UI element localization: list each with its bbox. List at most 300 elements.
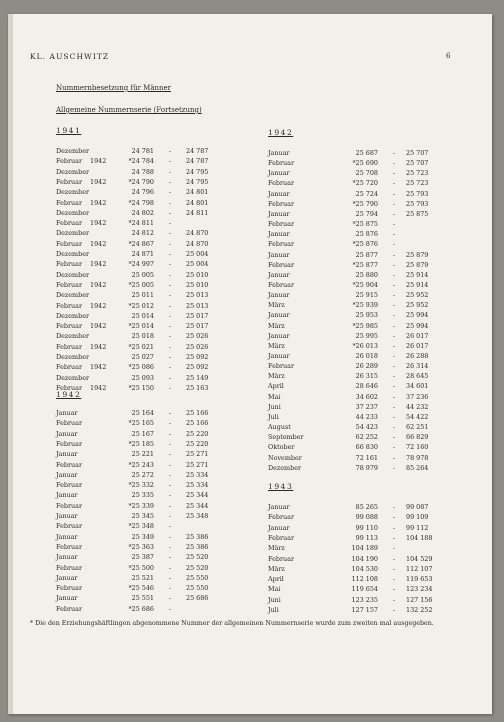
- table-row: [56, 533, 256, 543]
- range-end-cell: 25 879: [406, 260, 429, 269]
- range-end-cell: 25 386: [186, 542, 209, 551]
- range-dash-cell: -: [168, 157, 172, 166]
- range-start-cell: *25 876: [352, 240, 378, 249]
- month-cell: Dezember: [56, 229, 90, 238]
- month-cell: Februar: [56, 481, 82, 490]
- range-start-cell: 25 551: [131, 594, 154, 603]
- table-row: [56, 553, 256, 563]
- table-row: [56, 312, 256, 322]
- range-start-cell: 25 708: [355, 169, 378, 178]
- month-cell: Februar: [268, 280, 294, 289]
- binding-edge: [8, 14, 13, 714]
- month-cell: Februar: [56, 604, 82, 613]
- month-cell: Dezember: [56, 147, 90, 155]
- range-start-cell: *25 690: [352, 159, 378, 168]
- range-start-cell: 54 423: [355, 423, 378, 432]
- range-start-cell: 25 018: [131, 332, 154, 341]
- range-start-cell: 104 190: [351, 554, 378, 563]
- month-cell: Juli: [268, 412, 279, 421]
- range-start-cell: *24 997: [128, 260, 154, 269]
- month-cell: Januar: [56, 450, 78, 459]
- range-end-cell: 34 601: [406, 382, 429, 391]
- range-dash-cell: -: [392, 362, 396, 371]
- range-start-cell: 25 880: [355, 270, 378, 279]
- range-start-cell: 104 530: [351, 564, 378, 573]
- range-start-cell: *25 875: [352, 220, 378, 229]
- table-row: [268, 362, 468, 372]
- range-start-cell: 119 654: [351, 585, 378, 594]
- month-cell: Dezember: [56, 353, 90, 361]
- range-start-cell: 24 871: [131, 250, 154, 258]
- range-dash-cell: -: [392, 544, 396, 553]
- range-end-cell: 25 723: [406, 169, 429, 178]
- month-cell: April: [268, 382, 284, 391]
- range-dash-cell: -: [392, 220, 396, 229]
- month-cell: Januar: [56, 532, 78, 541]
- range-end-cell: 25 010: [186, 270, 209, 279]
- month-cell: Januar: [268, 352, 290, 360]
- range-start-cell: *25 904: [352, 280, 378, 289]
- range-dash-cell: -: [168, 460, 172, 469]
- table-row: [56, 584, 256, 594]
- range-dash-cell: -: [392, 260, 396, 269]
- month-cell: Januar: [56, 553, 78, 562]
- document-subtitle: Allgemeine Nummernserie (Fortsetzung): [56, 106, 202, 114]
- table-row: [56, 188, 256, 198]
- table-row: [268, 575, 468, 585]
- range-end-cell: 25 166: [186, 409, 209, 417]
- table-row: [56, 502, 256, 512]
- month-cell: Dezember: [56, 332, 90, 341]
- range-end-cell: 24 795: [186, 177, 209, 186]
- range-dash-cell: -: [168, 198, 172, 207]
- table-row: [268, 372, 468, 382]
- range-end-cell: 25 793: [406, 189, 429, 198]
- month-cell: Juni: [268, 402, 281, 411]
- table-row: [56, 199, 256, 209]
- range-dash-cell: -: [392, 433, 396, 442]
- range-dash-cell: -: [392, 230, 396, 239]
- range-dash-cell: -: [168, 311, 172, 320]
- range-end-cell: 26 314: [406, 362, 429, 371]
- table-row: [268, 524, 468, 534]
- range-start-cell: *25 014: [128, 322, 154, 331]
- section-heading-1942-right: 1942: [268, 128, 294, 137]
- range-dash-cell: -: [168, 229, 172, 238]
- range-dash-cell: -: [168, 301, 172, 310]
- range-end-cell: 25 013: [186, 301, 209, 310]
- range-start-cell: *25 686: [128, 604, 154, 613]
- range-dash-cell: -: [392, 513, 396, 522]
- range-start-cell: 25 521: [131, 573, 154, 582]
- range-dash-cell: -: [392, 301, 396, 310]
- table-row: [268, 464, 468, 474]
- range-end-cell: 24 870: [186, 239, 209, 248]
- range-dash-cell: -: [392, 159, 396, 168]
- range-dash-cell: -: [392, 352, 396, 360]
- month-cell: Januar: [268, 503, 290, 511]
- range-start-cell: *25 363: [128, 542, 154, 551]
- table-row: [268, 301, 468, 311]
- range-start-cell: 25 335: [131, 491, 154, 500]
- range-dash-cell: -: [392, 179, 396, 188]
- range-end-cell: 24 870: [186, 229, 209, 238]
- table-row: [268, 190, 468, 200]
- range-end-cell: 25 914: [406, 280, 429, 289]
- range-end-cell: 127 156: [406, 595, 433, 604]
- range-start-cell: 62 252: [355, 433, 378, 442]
- range-end-cell: 25 271: [186, 450, 209, 459]
- range-end-cell: 24 787: [186, 157, 209, 166]
- range-end-cell: 25 220: [186, 439, 209, 448]
- range-start-cell: 66 830: [355, 443, 378, 452]
- range-start-cell: *25 165: [128, 419, 154, 428]
- range-start-cell: 78 979: [355, 463, 378, 472]
- month-cell: Januar: [268, 169, 290, 178]
- range-start-cell: 25 011: [131, 291, 154, 300]
- range-dash-cell: -: [168, 353, 172, 361]
- table-row: [56, 260, 256, 270]
- range-dash-cell: -: [392, 575, 396, 584]
- range-dash-cell: -: [168, 481, 172, 490]
- range-end-cell: 25 149: [186, 373, 209, 382]
- table-row: [56, 271, 256, 281]
- range-dash-cell: -: [168, 383, 172, 392]
- range-end-cell: 25 344: [186, 501, 209, 510]
- month-cell: März: [268, 544, 285, 553]
- table-row: [56, 209, 256, 219]
- month-cell: Dezember: [56, 208, 90, 217]
- range-dash-cell: -: [168, 167, 172, 176]
- table-row: [268, 332, 468, 342]
- range-dash-cell: -: [392, 533, 396, 542]
- range-dash-cell: -: [392, 412, 396, 421]
- range-dash-cell: -: [168, 573, 172, 582]
- month-cell: Februar: [268, 240, 294, 249]
- month-cell: Januar: [268, 523, 290, 532]
- range-dash-cell: -: [392, 503, 396, 511]
- range-start-cell: 34 602: [355, 392, 378, 401]
- month-cell: Dezember: [56, 270, 90, 279]
- month-cell: Februar: [56, 322, 82, 331]
- range-end-cell: 112 107: [406, 564, 433, 573]
- range-dash-cell: -: [392, 311, 396, 320]
- range-dash-cell: -: [168, 512, 172, 520]
- range-dash-cell: -: [168, 280, 172, 289]
- range-start-cell: 25 005: [131, 270, 154, 279]
- table-row: [268, 240, 468, 250]
- range-start-cell: 24 781: [131, 147, 154, 155]
- month-cell: Februar: [268, 179, 294, 188]
- range-dash-cell: -: [168, 409, 172, 417]
- range-end-cell: 123 234: [406, 585, 433, 594]
- month-cell: Januar: [268, 291, 290, 300]
- range-start-cell: 25 876: [355, 230, 378, 239]
- range-end-cell: 25 520: [186, 553, 209, 562]
- range-dash-cell: -: [392, 240, 396, 249]
- range-start-cell: *25 012: [128, 301, 154, 310]
- month-cell: Mai: [268, 392, 281, 401]
- table-row: [268, 382, 468, 392]
- year-note-cell: 1942: [90, 260, 107, 269]
- range-dash-cell: -: [168, 419, 172, 428]
- table-row: [56, 219, 256, 229]
- month-cell: Februar: [56, 439, 82, 448]
- month-cell: Januar: [268, 331, 290, 340]
- range-end-cell: 25 163: [186, 383, 209, 392]
- year-note-cell: 1942: [90, 219, 107, 228]
- month-cell: Februar: [56, 280, 82, 289]
- table-row: [268, 606, 468, 616]
- range-dash-cell: -: [168, 177, 172, 186]
- table-row: [268, 433, 468, 443]
- table-row: [268, 565, 468, 575]
- range-start-cell: 24 796: [131, 188, 154, 197]
- table-row: [56, 332, 256, 342]
- range-dash-cell: -: [168, 260, 172, 269]
- range-end-cell: 104 529: [406, 554, 433, 563]
- range-end-cell: 25 334: [186, 481, 209, 490]
- month-cell: Dezember: [56, 167, 90, 176]
- range-end-cell: 78 978: [406, 453, 429, 462]
- range-dash-cell: -: [168, 322, 172, 331]
- range-dash-cell: -: [168, 553, 172, 562]
- range-end-cell: 25 550: [186, 584, 209, 593]
- range-end-cell: 25 004: [186, 250, 209, 258]
- month-cell: April: [268, 575, 284, 584]
- range-start-cell: 25 027: [131, 353, 154, 361]
- range-end-cell: 25 952: [406, 291, 429, 300]
- month-cell: Februar: [56, 260, 82, 269]
- table-row: [56, 605, 256, 615]
- range-dash-cell: -: [392, 564, 396, 573]
- range-start-cell: 85 265: [355, 503, 378, 511]
- range-start-cell: *25 243: [128, 460, 154, 469]
- table-row: [268, 503, 468, 513]
- month-cell: Januar: [268, 209, 290, 218]
- range-start-cell: *24 811: [128, 219, 154, 228]
- range-start-cell: *24 790: [128, 177, 154, 186]
- table-row: [268, 443, 468, 453]
- range-start-cell: 25 221: [131, 450, 154, 459]
- range-dash-cell: -: [168, 188, 172, 197]
- range-start-cell: 127 157: [351, 606, 378, 614]
- range-start-cell: 25 272: [131, 470, 154, 479]
- range-dash-cell: -: [168, 373, 172, 382]
- table-row: [56, 564, 256, 574]
- range-end-cell: 85 264: [406, 463, 429, 472]
- range-dash-cell: -: [168, 429, 172, 438]
- range-start-cell: *25 348: [128, 522, 154, 531]
- range-end-cell: 26 288: [406, 352, 429, 360]
- range-end-cell: 66 829: [406, 433, 429, 442]
- table-row: [56, 461, 256, 471]
- range-end-cell: 26 017: [406, 331, 429, 340]
- section-heading-1941: 1941: [56, 126, 82, 135]
- month-cell: Dezember: [56, 291, 90, 300]
- range-start-cell: 25 687: [355, 149, 378, 157]
- table-row: [268, 393, 468, 403]
- table-row: [268, 291, 468, 301]
- table-row: [56, 450, 256, 460]
- range-end-cell: 25 026: [186, 332, 209, 341]
- range-dash-cell: -: [392, 341, 396, 350]
- month-cell: Januar: [56, 470, 78, 479]
- range-dash-cell: -: [168, 342, 172, 351]
- table-row: [56, 574, 256, 584]
- running-header: KL. AUSCHWITZ: [30, 52, 110, 61]
- range-end-cell: 25 550: [186, 573, 209, 582]
- month-cell: Februar: [56, 584, 82, 593]
- range-start-cell: 25 387: [131, 553, 154, 562]
- table-row: [268, 352, 468, 362]
- range-dash-cell: -: [168, 522, 172, 531]
- month-cell: Januar: [268, 311, 290, 320]
- range-dash-cell: -: [168, 332, 172, 341]
- year-note-cell: 1942: [90, 157, 107, 166]
- range-start-cell: *25 500: [128, 563, 154, 572]
- table-row: [268, 585, 468, 595]
- range-dash-cell: -: [168, 501, 172, 510]
- range-start-cell: 104 189: [351, 544, 378, 553]
- month-cell: Februar: [268, 260, 294, 269]
- month-cell: Dezember: [56, 311, 90, 320]
- range-start-cell: 25 014: [131, 311, 154, 320]
- range-start-cell: 24 788: [131, 167, 154, 176]
- range-dash-cell: -: [392, 585, 396, 594]
- month-cell: Februar: [268, 362, 294, 371]
- range-start-cell: 37 237: [355, 402, 378, 411]
- year-note-cell: 1942: [90, 280, 107, 289]
- month-cell: Februar: [56, 239, 82, 248]
- year-note-cell: 1942: [90, 177, 107, 186]
- month-cell: Februar: [56, 342, 82, 351]
- range-end-cell: 25 026: [186, 342, 209, 351]
- range-dash-cell: -: [168, 250, 172, 258]
- year-note-cell: 1942: [90, 322, 107, 331]
- range-end-cell: 25 334: [186, 470, 209, 479]
- year-note-cell: 1942: [90, 342, 107, 351]
- range-start-cell: *25 339: [128, 501, 154, 510]
- range-dash-cell: -: [392, 280, 396, 289]
- table-row: [56, 374, 256, 384]
- table-row: [268, 342, 468, 352]
- footnote: * Die den Erziehungshäftlingen abgenommene Nummer der allgemeinen Nummernserie wurde zum zweiten mal ausgegeben.: [30, 620, 434, 627]
- range-dash-cell: -: [392, 189, 396, 198]
- month-cell: Januar: [56, 409, 78, 417]
- section-heading-1943: 1943: [268, 482, 294, 491]
- month-cell: Dezember: [268, 463, 302, 472]
- document-title: Nummernbesetzung für Männer: [56, 84, 172, 92]
- year-note-cell: 1942: [90, 301, 107, 310]
- range-start-cell: 44 233: [355, 412, 378, 421]
- range-dash-cell: -: [392, 392, 396, 401]
- table-row: [56, 302, 256, 312]
- table-row: [268, 169, 468, 179]
- range-dash-cell: -: [168, 604, 172, 613]
- table-row: [56, 240, 256, 250]
- month-cell: Juni: [268, 595, 281, 604]
- table-row: [56, 491, 256, 501]
- range-start-cell: *25 332: [128, 481, 154, 490]
- year-note-cell: 1942: [90, 239, 107, 248]
- range-dash-cell: -: [392, 423, 396, 432]
- table-row: [56, 178, 256, 188]
- range-start-cell: *25 086: [128, 363, 154, 372]
- month-cell: Februar: [56, 198, 82, 207]
- range-start-cell: *25 005: [128, 280, 154, 289]
- range-start-cell: *24 798: [128, 198, 154, 207]
- range-end-cell: 104 188: [406, 533, 433, 542]
- range-start-cell: *25 150: [128, 383, 154, 392]
- range-dash-cell: -: [168, 584, 172, 593]
- range-dash-cell: -: [168, 291, 172, 300]
- range-start-cell: 99 113: [355, 533, 378, 542]
- table-row: [268, 423, 468, 433]
- table-row: [56, 543, 256, 553]
- range-end-cell: 24 795: [186, 167, 209, 176]
- month-cell: Januar: [56, 594, 78, 603]
- range-end-cell: 25 348: [186, 512, 209, 520]
- range-dash-cell: -: [392, 149, 396, 157]
- year-note-cell: 1942: [90, 363, 107, 372]
- range-start-cell: 99 088: [355, 513, 378, 522]
- month-cell: Dezember: [56, 250, 90, 258]
- table-row: [56, 281, 256, 291]
- range-start-cell: *25 185: [128, 439, 154, 448]
- table-row: [56, 229, 256, 239]
- range-dash-cell: -: [392, 595, 396, 604]
- range-end-cell: 44 232: [406, 402, 429, 411]
- table-row: [268, 311, 468, 321]
- range-dash-cell: -: [168, 208, 172, 217]
- table-row: [268, 271, 468, 281]
- range-dash-cell: -: [392, 199, 396, 208]
- range-end-cell: 72 160: [406, 443, 429, 452]
- month-cell: Februar: [56, 563, 82, 572]
- table-row: [56, 522, 256, 532]
- month-cell: Januar: [56, 429, 78, 438]
- table-row: [268, 210, 468, 220]
- range-start-cell: *25 021: [128, 342, 154, 351]
- range-start-cell: *25 790: [352, 199, 378, 208]
- range-dash-cell: -: [392, 169, 396, 178]
- range-dash-cell: -: [392, 402, 396, 411]
- table-row: [56, 353, 256, 363]
- month-cell: November: [268, 453, 302, 462]
- month-cell: Januar: [268, 250, 290, 259]
- range-end-cell: 25 344: [186, 491, 209, 500]
- table-row: [56, 471, 256, 481]
- year-note-cell: 1942: [90, 198, 107, 207]
- table-row: [268, 149, 468, 159]
- range-end-cell: 28 645: [406, 372, 429, 381]
- range-dash-cell: -: [168, 450, 172, 459]
- range-start-cell: *24 784: [128, 157, 154, 166]
- range-dash-cell: -: [168, 270, 172, 279]
- range-start-cell: 72 161: [355, 453, 378, 462]
- range-start-cell: *26 013: [352, 341, 378, 350]
- range-start-cell: 28 646: [355, 382, 378, 391]
- range-end-cell: 25 166: [186, 419, 209, 428]
- range-start-cell: 25 794: [355, 209, 378, 218]
- month-cell: März: [268, 301, 285, 310]
- table-row: [268, 454, 468, 464]
- range-start-cell: 123 235: [351, 595, 378, 604]
- table-row: [56, 322, 256, 332]
- range-end-cell: 24 801: [186, 188, 209, 197]
- month-cell: Mai: [268, 585, 281, 594]
